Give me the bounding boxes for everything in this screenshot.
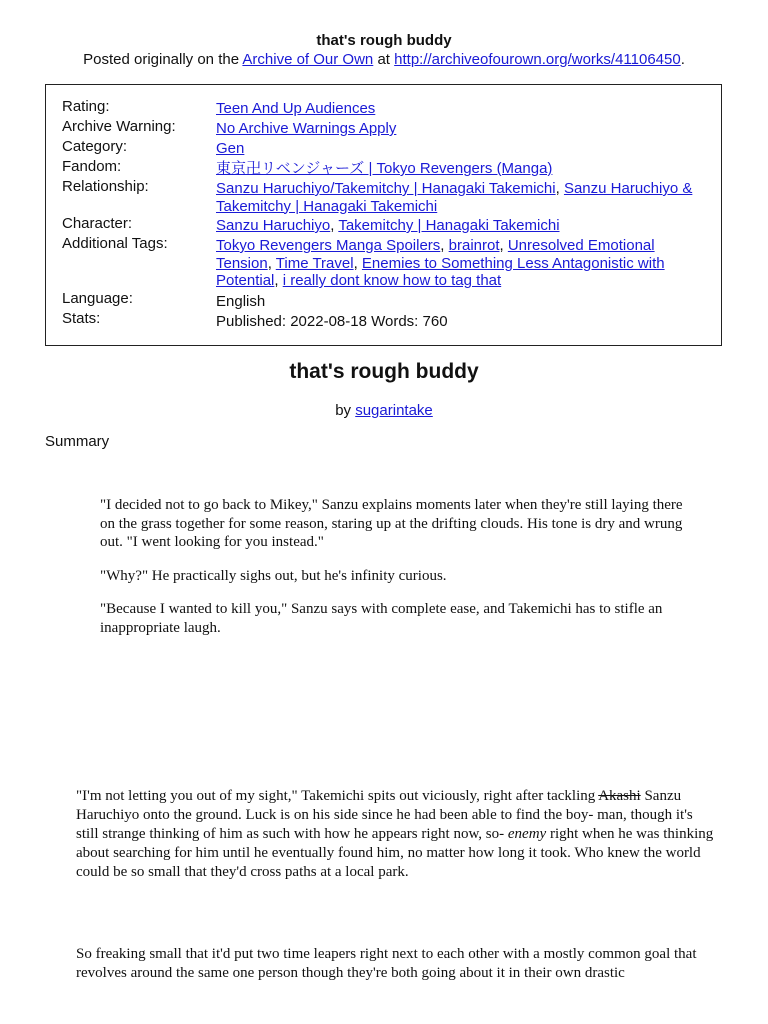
tag-link-2[interactable]: brainrot (448, 237, 500, 254)
fandom-link[interactable]: 東京卍リベンジャーズ | Tokyo Revengers (Manga) (216, 160, 553, 177)
body-paragraph-1: "I'm not letting you out of my sight," Takemichi spits out viciously, right after tackling Akashi Sanzu Haruchiyo onto the ground. Luck is on his side since he had been able to find the boy- man, though it's still strange thinking of him as such with how he appears right now, so- enemy right when he was thinking about searching for him until he eventually found him, no matter how long it took. Who knew the world could be so small that they'd cross paths at a local park. (76, 788, 714, 880)
by-text: by (335, 402, 356, 419)
tag-link-3[interactable]: Unresolved Emotional Tension (216, 237, 655, 272)
tag-link-5[interactable]: Enemies to Something Less Antagonistic with Potential (216, 254, 665, 289)
summary-block (100, 496, 690, 652)
character-link-2[interactable]: Takemitchy | Hanagaki Takemichi (338, 217, 560, 234)
struck-name: Akashi (598, 788, 641, 804)
metadata-box: Rating: Teen And Up Audiences Archive Warning: No Archive Warnings Apply Category: Gen Fandom: 東京卍リベンジャーズ | Tokyo Revengers (Manga) Relationship: Sanzu Haruchiyo/Takemitchy | Hanagaki Takemichi, Sanzu Haruchiyo & Takemitchy | Hanagaki Takemichi Character: Sanzu Haruchiyo, Takemitchy | Hanagaki Takemichi Additional Tags: Tokyo Revengers Manga Spoilers, brainrot, Unresolved Emotional Tension, Time Travel, Enemies to Something Less Antagonistic with Potential, i really dont know how to tag that Language: English Stats: Published: 2022-08-18 Words: 760 (45, 84, 722, 346)
header-title: that's rough buddy (316, 32, 452, 49)
author-link[interactable]: sugarintake (355, 402, 433, 419)
relationship-link-2[interactable]: Sanzu Haruchiyo & Takemitchy | Hanagaki Takemichi (216, 180, 693, 215)
page-header (0, 31, 768, 69)
language-value: English (216, 293, 266, 310)
category-link[interactable]: Gen (216, 140, 245, 157)
posted-line (0, 50, 768, 69)
body-paragraph-2: So freaking small that it'd put two time leapers right next to each other with a mostly common goal that revolves around the same one person though they're both going about it in their own drastic (76, 946, 697, 981)
warning-link[interactable]: No Archive Warnings Apply (216, 120, 397, 137)
relationship-label: Relationship: (62, 178, 149, 195)
posted-prefix: Posted originally on the (83, 51, 243, 68)
tag-link-1[interactable]: Tokyo Revengers Manga Spoilers (216, 237, 441, 254)
archive-link[interactable]: Archive of Our Own (242, 51, 374, 68)
rating-label: Rating: (62, 98, 110, 115)
summary-paragraph: "Because I wanted to kill you," Sanzu says with complete ease, and Takemichi has to stifle an inappropriate laugh. (100, 601, 663, 636)
summary-paragraph: "Why?" He practically sighs out, but he's infinity curious. (100, 567, 447, 584)
category-label: Category: (62, 138, 128, 155)
at-text: at (373, 51, 395, 68)
summary-paragraph: "I decided not to go back to Mikey," Sanzu explains moments later when they're still laying there on the grass together for some reason, staring up at the drifting clouds. His tone is dry and wrung out. "I went looking for you instead." (100, 497, 683, 550)
stats-value: Published: 2022-08-18 Words: 760 (216, 313, 448, 330)
language-label: Language: (62, 290, 133, 307)
summary-heading: Summary (45, 433, 110, 450)
tag-link-4[interactable]: Time Travel (275, 254, 354, 272)
character-link-1[interactable]: Sanzu Haruchiyo (216, 217, 331, 234)
character-label: Character: (62, 215, 133, 232)
warning-label: Archive Warning: (62, 118, 176, 135)
tags-label: Additional Tags: (62, 235, 168, 252)
fandom-label: Fandom: (62, 158, 122, 175)
rating-link[interactable]: Teen And Up Audiences (216, 100, 376, 117)
emphasized-word: enemy (507, 826, 547, 842)
byline (0, 402, 768, 419)
work-title: that's rough buddy (289, 360, 479, 383)
tag-link-6[interactable]: i really dont know how to tag that (282, 272, 502, 289)
url-suffix: . (680, 51, 685, 68)
stats-label: Stats: (62, 310, 101, 327)
work-url-link[interactable]: http://archiveofourown.org/works/41106450 (394, 51, 681, 68)
relationship-link-1[interactable]: Sanzu Haruchiyo/Takemitchy | Hanagaki Takemichi (216, 180, 556, 197)
